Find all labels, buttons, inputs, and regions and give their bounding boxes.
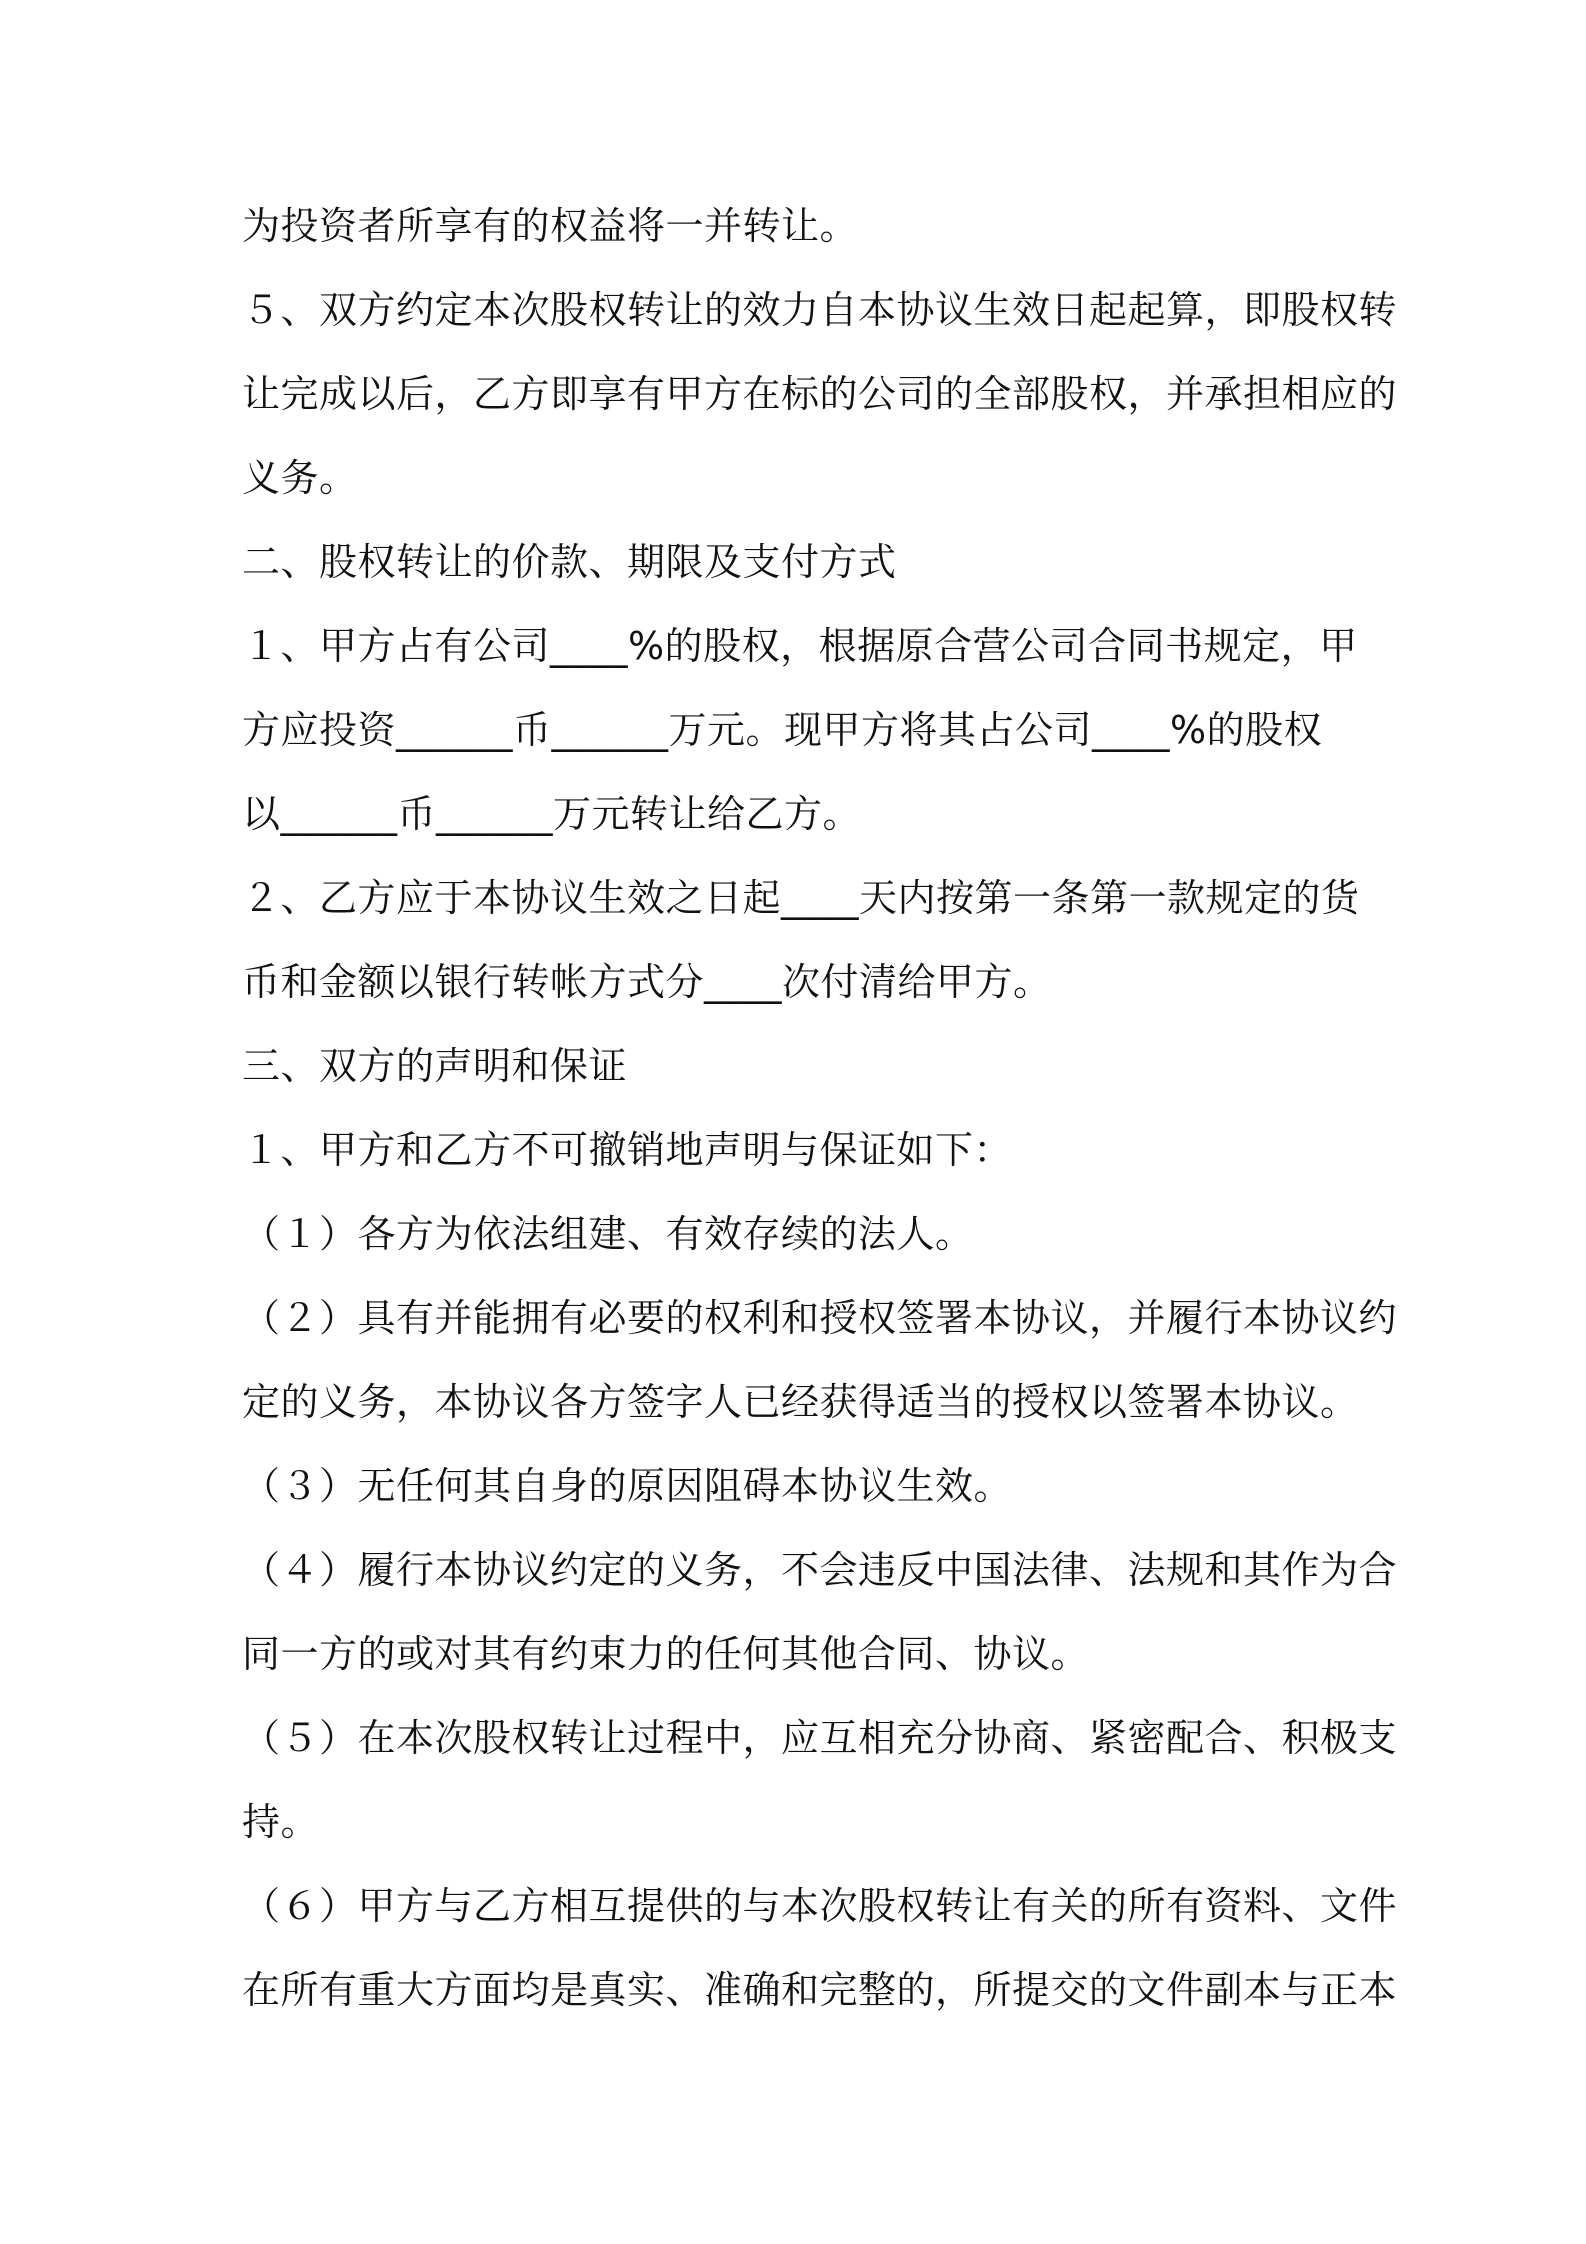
section-heading: 二、股权转让的价款、期限及支付方式 [242, 540, 897, 584]
text-line: （４）履行本协议约定的义务，不会违反中国法律、法规和其作为合 [242, 1548, 1398, 1592]
text-line: （２）具有并能拥有必要的权利和授权签署本协议，并履行本协议约 [242, 1296, 1398, 1340]
text-line: 让完成以后，乙方即享有甲方在标的公司的全部股权，并承担相应的 [242, 372, 1398, 416]
text-line: （５）在本次股权转让过程中，应互相充分协商、紧密配合、积极支 [242, 1716, 1398, 1760]
text-line: 在所有重大方面均是真实、准确和完整的，所提交的文件副本与正本 [242, 1968, 1398, 2012]
text-line: １、甲方和乙方不可撤销地声明与保证如下： [242, 1128, 1013, 1172]
text-line: 义务。 [242, 456, 358, 500]
text-line: （３）无任何其自身的原因阻碍本协议生效。 [242, 1464, 1013, 1508]
text-line: 定的义务，本协议各方签字人已经获得适当的授权以签署本协议。 [242, 1380, 1359, 1424]
text-line: 方应投资______币______万元。现甲方将其占公司____%的股权 [242, 708, 1323, 752]
section-heading: 三、双方的声明和保证 [242, 1044, 628, 1088]
text-line: （６）甲方与乙方相互提供的与本次股权转让有关的所有资料、文件 [242, 1884, 1398, 1928]
text-line: ５、双方约定本次股权转让的效力自本协议生效日起起算，即股权转 [242, 288, 1398, 332]
text-line: ２、乙方应于本协议生效之日起____天内按第一条第一款规定的货 [242, 876, 1360, 920]
text-line: 持。 [242, 1800, 320, 1844]
text-line: 同一方的或对其有约束力的任何其他合同、协议。 [242, 1632, 1090, 1676]
text-line: 币和金额以银行转帐方式分____次付清给甲方。 [242, 960, 1052, 1004]
text-line: １、甲方占有公司____%的股权，根据原合营公司合同书规定，甲 [242, 624, 1358, 668]
text-line: 以______币______万元转让给乙方。 [242, 792, 862, 836]
text-line: （１）各方为依法组建、有效存续的法人。 [242, 1212, 974, 1256]
text-line: 为投资者所享有的权益将一并转让。 [242, 204, 859, 248]
